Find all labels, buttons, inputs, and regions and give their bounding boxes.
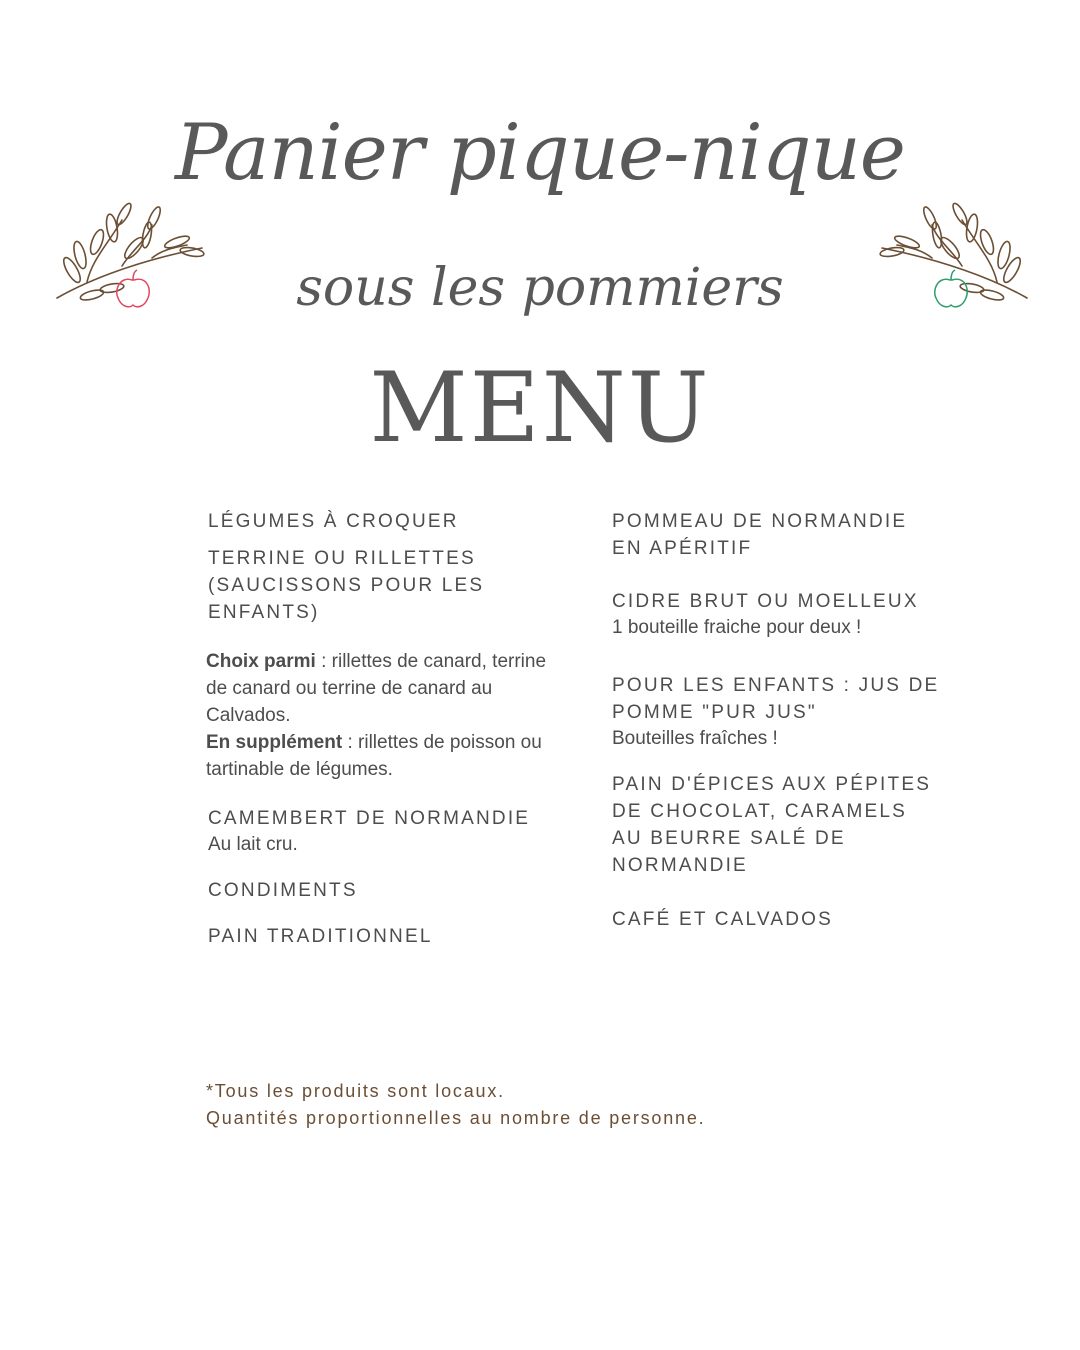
- footnote-line-1: *Tous les produits sont locaux.: [206, 1081, 505, 1101]
- menu-heading: MENU: [369, 352, 711, 464]
- footnote: [206, 1078, 705, 1132]
- choice-text: : rillettes de canard, terrine de canard ou terrine de canard au Calvados.: [206, 651, 547, 726]
- title-line-2: sous les pommiers: [296, 258, 784, 318]
- menu-item-condiments: CONDIMENTS: [208, 880, 358, 901]
- supplement-text: : rillettes de poisson ou tartinable de légumes.: [206, 732, 542, 780]
- olive-branch-icon: [872, 200, 1032, 320]
- left-menu-column: [208, 508, 558, 950]
- menu-item-legumes: LÉGUMES À CROQUER: [208, 511, 459, 532]
- title-line-1: Panier pique-nique: [175, 108, 905, 198]
- menu-item-terrine: TERRINE OU RILLETTES (SAUCISSONS POUR LES ENFANTS): [208, 548, 485, 623]
- menu-item-cidre: CIDRE BRUT OU MOELLEUX: [612, 591, 919, 612]
- olive-branch-icon: [52, 200, 212, 320]
- choice-paragraph: [206, 648, 558, 729]
- menu-item-cafe: CAFÉ ET CALVADOS: [612, 909, 834, 930]
- footnote-line-2: Quantités proportionnelles au nombre de personne.: [206, 1108, 706, 1128]
- menu-item-camembert-note: Au lait cru.: [208, 834, 298, 855]
- menu-item-pain-epices: PAIN D'ÉPICES AUX PÉPITES DE CHOCOLAT, CARAMELS AU BEURRE SALÉ DE NORMANDIE: [612, 774, 932, 876]
- menu-item-camembert: CAMEMBERT DE NORMANDIE: [208, 808, 531, 829]
- supplement-label: En supplément: [206, 732, 343, 753]
- right-menu-column: [612, 508, 962, 933]
- supplement-paragraph: [206, 729, 558, 783]
- menu-item-jus: POUR LES ENFANTS : JUS DE POMME "PUR JUS": [612, 675, 940, 723]
- menu-item-pain: PAIN TRADITIONNEL: [208, 926, 433, 947]
- choice-label: Choix parmi: [206, 651, 316, 672]
- menu-item-pommeau: POMMEAU DE NORMANDIE EN APÉRITIF: [612, 511, 908, 559]
- menu-item-cidre-note: 1 bouteille fraiche pour deux !: [612, 617, 862, 638]
- menu-item-jus-note: Bouteilles fraîches !: [612, 728, 778, 749]
